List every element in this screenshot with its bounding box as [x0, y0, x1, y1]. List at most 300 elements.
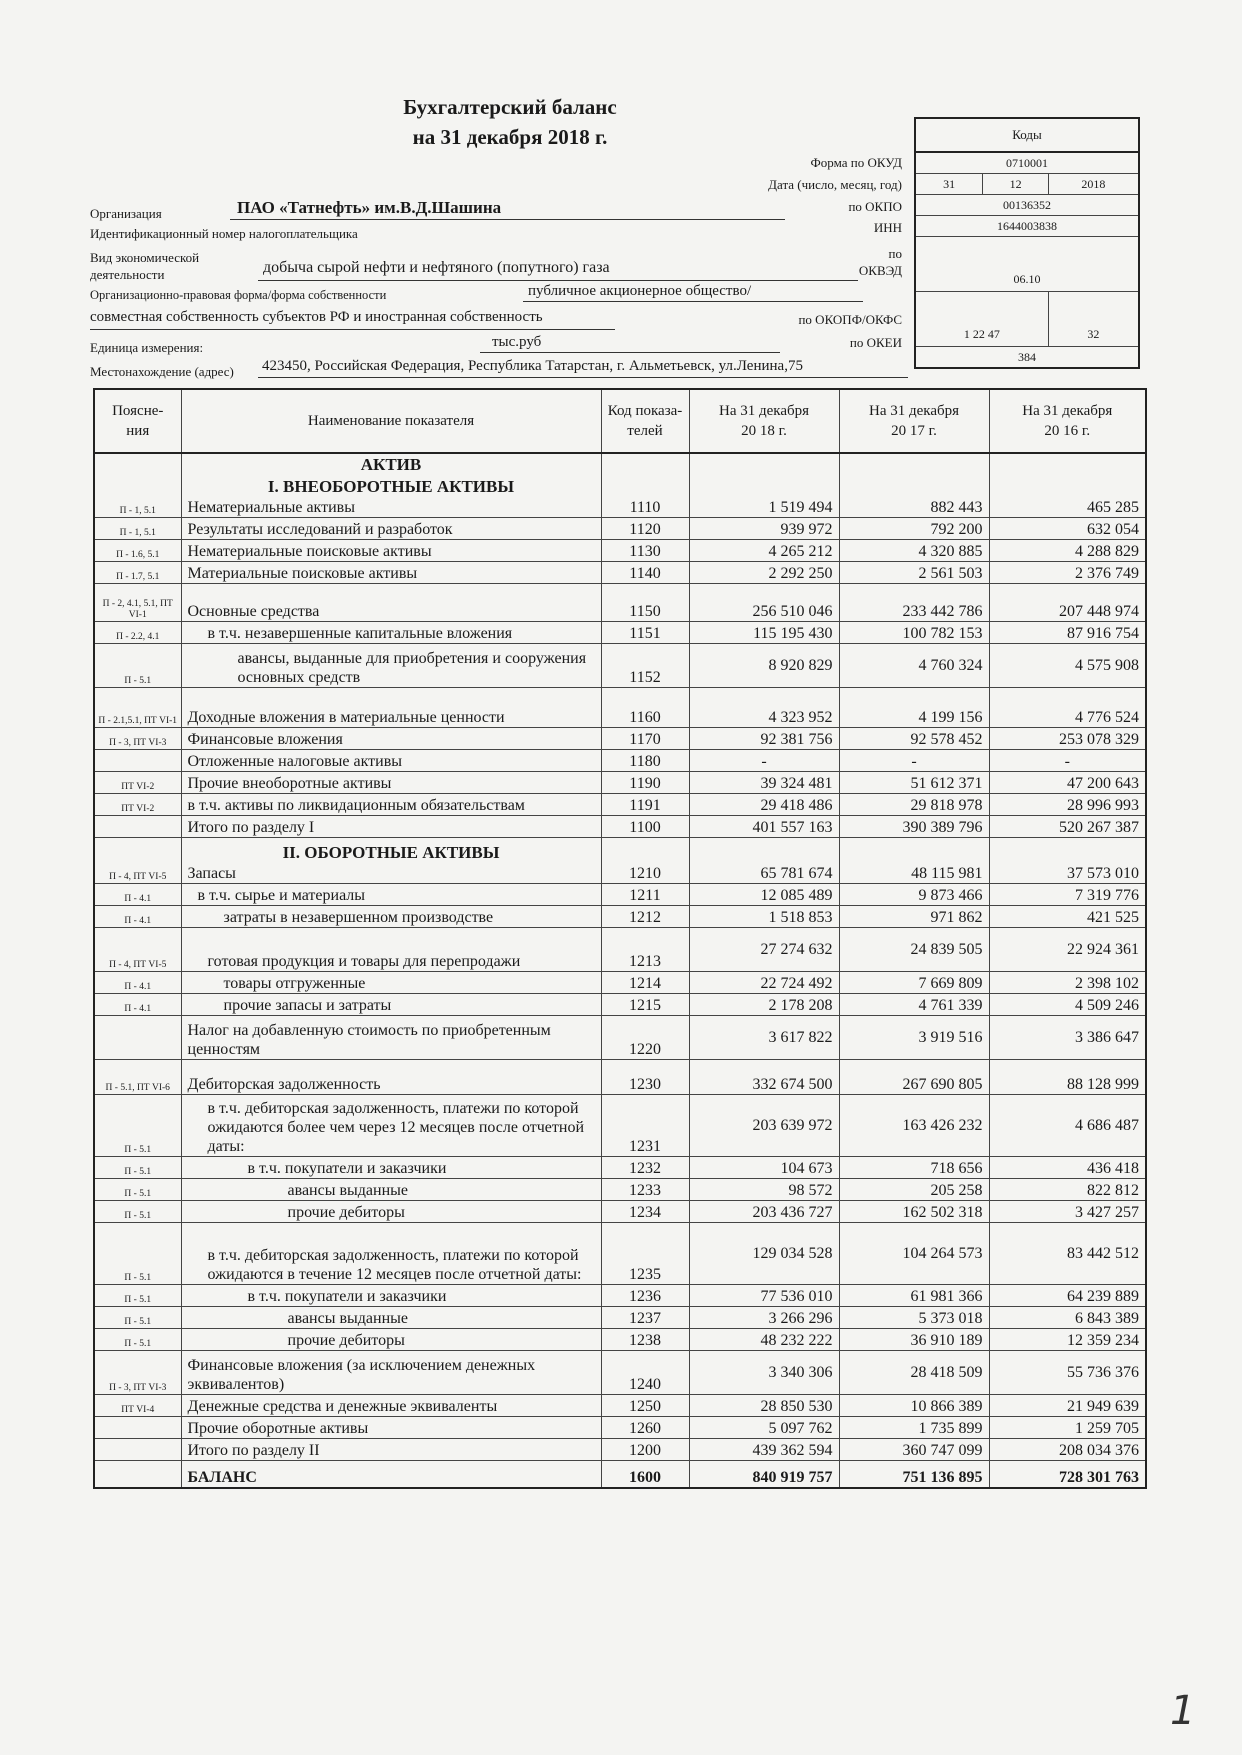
table-row: [94, 1060, 1146, 1095]
row-name: [181, 1307, 601, 1329]
row-value-2018: -: [689, 750, 839, 772]
row-value-2017: 4 760 324: [839, 644, 989, 688]
row-name: [181, 1351, 601, 1395]
org-underline: [230, 219, 785, 220]
row-code: 1200: [601, 1439, 689, 1461]
row-name: [181, 1016, 601, 1060]
row-value-2017: 51 612 371: [839, 772, 989, 794]
row-name: [181, 728, 601, 750]
row-name: [181, 1179, 601, 1201]
row-code: 1236: [601, 1285, 689, 1307]
okpo-code: 00136352: [915, 195, 1139, 216]
row-value-2016: 4 575 908: [989, 644, 1146, 688]
address-value: 423450, Российская Федерация, Республика Татарстан, г. Альметьевск, ул.Ленина,75: [262, 358, 803, 374]
row-note: П - 2, 4.1, 5.1, ПТ VI-1: [94, 584, 181, 622]
row-name: [181, 816, 601, 838]
row-code: 1170: [601, 728, 689, 750]
header-2018: На 31 декабря 20 18 г.: [689, 389, 839, 453]
row-value-2018: 1 518 853: [689, 906, 839, 928]
row-name: [181, 1285, 601, 1307]
row-value-2016: 2 376 749: [989, 562, 1146, 584]
row-value-2017: 48 115 981: [839, 838, 989, 884]
table-row: [94, 1095, 1146, 1157]
row-value-2018: 12 085 489: [689, 884, 839, 906]
row-value-2016: 12 359 234: [989, 1329, 1146, 1351]
row-note: [94, 1016, 181, 1060]
row-value-2017: 36 910 189: [839, 1329, 989, 1351]
row-value-2018: 65 781 674: [689, 838, 839, 884]
section-2-heading: II. ОБОРОТНЫЕ АКТИВЫ: [282, 843, 500, 862]
title-line-1: Бухгалтерский баланс: [403, 95, 617, 119]
document-title: [300, 92, 720, 152]
table-row: [94, 518, 1146, 540]
row-value-2017: 7 669 809: [839, 972, 989, 994]
date-label: Дата (число, месяц, год): [768, 177, 902, 192]
row-value-2017: 390 389 796: [839, 816, 989, 838]
row-note: П - 2.2, 4.1: [94, 622, 181, 644]
row-note: П - 5.1: [94, 1179, 181, 1201]
header-name: Наименование показателя: [181, 389, 601, 453]
row-note: П - 4.1: [94, 884, 181, 906]
row-note: П - 5.1: [94, 1157, 181, 1179]
row-code: 1120: [601, 518, 689, 540]
row-code: 1210: [601, 838, 689, 884]
row-name: [181, 1329, 601, 1351]
row-name: [181, 540, 601, 562]
row-name: [181, 994, 601, 1016]
row-value-2016: 88 128 999: [989, 1060, 1146, 1095]
row-note: ПТ VI-2: [94, 772, 181, 794]
header-code: Код показа- телей: [601, 389, 689, 453]
table-row: [94, 906, 1146, 928]
row-note: [94, 1461, 181, 1488]
row-value-2017: 360 747 099: [839, 1439, 989, 1461]
row-code: 1180: [601, 750, 689, 772]
row-name: [181, 1157, 601, 1179]
row-value-2016: 4 686 487: [989, 1095, 1146, 1157]
row-value-2018: 939 972: [689, 518, 839, 540]
row-code: 1220: [601, 1016, 689, 1060]
date-month: 12: [983, 174, 1048, 195]
row-value-2017: 92 578 452: [839, 728, 989, 750]
section-active-heading: АКТИВ: [360, 455, 422, 474]
date-year: 2018: [1048, 174, 1139, 195]
okei-code: 384: [915, 347, 1139, 369]
row-name-text: Итого по разделу II: [187, 1442, 320, 1459]
table-body: [94, 453, 1146, 1488]
row-value-2016: -: [989, 750, 1146, 772]
table-row: [94, 622, 1146, 644]
row-value-2017: 718 656: [839, 1157, 989, 1179]
row-name-text: Прочие оборотные активы: [187, 1420, 369, 1437]
row-name-text: в т.ч. дебиторская задолженность, платежи по которой ожидаются более чем через 12 месяцев после отчетной даты:: [207, 1100, 585, 1155]
row-value-2016: 64 239 889: [989, 1285, 1146, 1307]
activity-value: добыча сырой нефти и нефтяного (попутного) газа: [263, 259, 610, 276]
row-note: П - 1, 5.1: [94, 518, 181, 540]
org-label: Организация: [90, 206, 162, 221]
row-value-2018: 77 536 010: [689, 1285, 839, 1307]
row-value-2018: 115 195 430: [689, 622, 839, 644]
row-note: [94, 816, 181, 838]
row-value-2016: 2 398 102: [989, 972, 1146, 994]
row-value-2017: 61 981 366: [839, 1285, 989, 1307]
row-code: 1211: [601, 884, 689, 906]
row-value-2017: 233 442 786: [839, 584, 989, 622]
row-note: П - 2.1,5.1, ПТ VI-1: [94, 688, 181, 728]
header-note: Поясне- ния: [94, 389, 181, 453]
table-row: [94, 1016, 1146, 1060]
row-name-text: Финансовые вложения (за исключением денежных эквивалентов): [187, 1357, 536, 1393]
row-code: 1600: [601, 1461, 689, 1488]
table-row: [94, 453, 1146, 518]
row-name-text: Налог на добавленную стоимость по приобретенным ценностям: [187, 1022, 551, 1058]
row-value-2017: 104 264 573: [839, 1223, 989, 1285]
row-name-text: товары отгруженные: [223, 975, 366, 992]
row-name-text: в т.ч. активы по ликвидационным обязательствам: [187, 797, 525, 814]
row-name-text: в т.ч. дебиторская задолженность, платежи по которой ожидаются в течение 12 месяцев после отчетной даты:: [207, 1247, 582, 1283]
row-name: [181, 884, 601, 906]
row-name: [181, 688, 601, 728]
row-value-2017: 24 839 505: [839, 928, 989, 972]
row-value-2016: 632 054: [989, 518, 1146, 540]
row-name: [181, 584, 601, 622]
row-value-2016: 83 442 512: [989, 1223, 1146, 1285]
table-row: [94, 1307, 1146, 1329]
legal-form-label: Организационно-правовая форма/форма собственности: [90, 288, 387, 302]
okei-label: по ОКЕИ: [849, 335, 902, 350]
row-value-2018: 3 617 822: [689, 1016, 839, 1060]
row-value-2018: 256 510 046: [689, 584, 839, 622]
row-value-2018: 2 292 250: [689, 562, 839, 584]
row-value-2017: 5 373 018: [839, 1307, 989, 1329]
unit-underline: [480, 352, 780, 353]
row-note: П - 1, 5.1: [94, 453, 181, 518]
activity-underline: [258, 280, 858, 281]
row-name: [181, 1201, 601, 1223]
header-2017: На 31 декабря 20 17 г.: [839, 389, 989, 453]
row-note: П - 5.1: [94, 1201, 181, 1223]
row-name: [181, 1461, 601, 1488]
row-value-2017: 751 136 895: [839, 1461, 989, 1488]
row-note: П - 5.1: [94, 1307, 181, 1329]
date-day: 31: [915, 174, 983, 195]
section-1-heading: I. ВНЕОБОРОТНЫЕ АКТИВЫ: [267, 477, 515, 496]
table-row: [94, 1285, 1146, 1307]
row-name: [181, 518, 601, 540]
table-row: [94, 794, 1146, 816]
row-value-2017: 9 873 466: [839, 884, 989, 906]
row-value-2017: 4 320 885: [839, 540, 989, 562]
row-value-2016: 4 288 829: [989, 540, 1146, 562]
row-value-2016: 421 525: [989, 906, 1146, 928]
row-value-2018: 1 519 494: [689, 453, 839, 518]
row-code: 1235: [601, 1223, 689, 1285]
row-value-2016: 436 418: [989, 1157, 1146, 1179]
activity-label-2: деятельности: [90, 267, 165, 282]
row-value-2017: 162 502 318: [839, 1201, 989, 1223]
row-name: [181, 838, 601, 884]
row-value-2017: 4 761 339: [839, 994, 989, 1016]
row-value-2016: 28 996 993: [989, 794, 1146, 816]
row-code: 1212: [601, 906, 689, 928]
row-value-2016: 520 267 387: [989, 816, 1146, 838]
row-name-text: Финансовые вложения: [187, 731, 343, 748]
row-value-2016: 47 200 643: [989, 772, 1146, 794]
row-name: [181, 1439, 601, 1461]
row-name-text: Нематериальные активы: [187, 499, 355, 516]
row-value-2016: 208 034 376: [989, 1439, 1146, 1461]
row-value-2018: 203 436 727: [689, 1201, 839, 1223]
row-value-2018: 39 324 481: [689, 772, 839, 794]
legal-form-underline-2: [90, 329, 615, 330]
table-row: [94, 540, 1146, 562]
row-code: 1151: [601, 622, 689, 644]
legal-form-underline-1: [523, 301, 863, 302]
row-value-2018: 8 920 829: [689, 644, 839, 688]
row-value-2018: 98 572: [689, 1179, 839, 1201]
table-row: [94, 750, 1146, 772]
row-name-text: в т.ч. сырье и материалы: [197, 887, 366, 904]
row-name-text: авансы выданные: [287, 1182, 408, 1199]
row-value-2016: 87 916 754: [989, 622, 1146, 644]
row-value-2017: 971 862: [839, 906, 989, 928]
row-value-2018: 48 232 222: [689, 1329, 839, 1351]
row-value-2018: 401 557 163: [689, 816, 839, 838]
row-note: П - 5.1, ПТ VI-6: [94, 1060, 181, 1095]
row-note: П - 4, ПТ VI-5: [94, 838, 181, 884]
inn-label: ИНН: [873, 220, 902, 235]
row-name-text: в т.ч. покупатели и заказчики: [247, 1160, 447, 1177]
table-row: [94, 1395, 1146, 1417]
row-value-2018: 4 265 212: [689, 540, 839, 562]
row-value-2018: 27 274 632: [689, 928, 839, 972]
row-code: 1191: [601, 794, 689, 816]
row-name-text: Результаты исследований и разработок: [187, 521, 453, 538]
row-code: 1238: [601, 1329, 689, 1351]
row-name-text: в т.ч. покупатели и заказчики: [247, 1288, 447, 1305]
row-name-text: Доходные вложения в материальные ценности: [187, 709, 505, 726]
row-note: П - 1.6, 5.1: [94, 540, 181, 562]
row-name-text: в т.ч. незавершенные капитальные вложения: [207, 625, 513, 642]
row-name-text: Дебиторская задолженность: [187, 1076, 381, 1093]
table-row: [94, 994, 1146, 1016]
legal-form-value-1: публичное акционерное общество/: [528, 283, 752, 299]
row-code: 1231: [601, 1095, 689, 1157]
row-name: [181, 772, 601, 794]
row-code: 1234: [601, 1201, 689, 1223]
row-name-text: Материальные поисковые активы: [187, 565, 418, 582]
row-value-2017: 267 690 805: [839, 1060, 989, 1095]
row-name-text: затраты в незавершенном производстве: [223, 909, 494, 926]
row-value-2016: 37 573 010: [989, 838, 1146, 884]
row-note: [94, 1417, 181, 1439]
row-name-text: Нематериальные поисковые активы: [187, 543, 432, 560]
table-row: [94, 772, 1146, 794]
row-name-text: авансы, выданные для приобретения и сооружения основных средств: [237, 650, 587, 686]
row-value-2016: 465 285: [989, 453, 1146, 518]
table-row: [94, 1351, 1146, 1395]
page-number: 1: [1170, 1688, 1196, 1734]
row-name: [181, 622, 601, 644]
row-value-2017: 792 200: [839, 518, 989, 540]
row-code: 1190: [601, 772, 689, 794]
title-line-2: на 31 декабря 2018 г.: [412, 125, 608, 149]
row-name-text: Запасы: [187, 865, 236, 882]
row-value-2017: 163 426 232: [839, 1095, 989, 1157]
row-code: 1130: [601, 540, 689, 562]
row-note: П - 5.1: [94, 1095, 181, 1157]
row-note: П - 4.1: [94, 994, 181, 1016]
row-code: 1152: [601, 644, 689, 688]
unit-label: Единица измерения:: [90, 340, 204, 355]
row-name: [181, 1095, 601, 1157]
row-value-2016: 55 736 376: [989, 1351, 1146, 1395]
table-row: [94, 972, 1146, 994]
row-name: [181, 1395, 601, 1417]
row-value-2018: 3 266 296: [689, 1307, 839, 1329]
okved-code: 06.10: [915, 237, 1139, 292]
table-row: [94, 644, 1146, 688]
row-name-text: прочие запасы и затраты: [223, 997, 392, 1014]
row-code: 1100: [601, 816, 689, 838]
row-code: 1232: [601, 1157, 689, 1179]
table-row: [94, 884, 1146, 906]
row-note: П - 5.1: [94, 1223, 181, 1285]
row-code: 1213: [601, 928, 689, 972]
table-row: [94, 928, 1146, 972]
table-row: [94, 1179, 1146, 1201]
org-name: ПАО «Татнефть» им.В.Д.Шашина: [237, 198, 502, 217]
row-name: [181, 794, 601, 816]
table-header-row: [94, 389, 1146, 453]
row-value-2018: 4 323 952: [689, 688, 839, 728]
row-value-2016: 207 448 974: [989, 584, 1146, 622]
row-code: 1150: [601, 584, 689, 622]
table-row: [94, 838, 1146, 884]
row-code: 1110: [601, 453, 689, 518]
row-value-2018: 332 674 500: [689, 1060, 839, 1095]
row-value-2018: 840 919 757: [689, 1461, 839, 1488]
table-row: [94, 816, 1146, 838]
row-value-2016: 728 301 763: [989, 1461, 1146, 1488]
row-name: [181, 972, 601, 994]
row-note: П - 4, ПТ VI-5: [94, 928, 181, 972]
row-name: [181, 750, 601, 772]
row-name-text: авансы выданные: [287, 1310, 408, 1327]
row-code: 1260: [601, 1417, 689, 1439]
row-name: [181, 1417, 601, 1439]
inn-label-text: Идентификационный номер налогоплательщика: [90, 226, 358, 241]
row-value-2017: 2 561 503: [839, 562, 989, 584]
row-value-2017: 1 735 899: [839, 1417, 989, 1439]
row-name: [181, 1223, 601, 1285]
row-note: П - 5.1: [94, 644, 181, 688]
table-row: [94, 1439, 1146, 1461]
row-code: 1233: [601, 1179, 689, 1201]
row-value-2018: 5 097 762: [689, 1417, 839, 1439]
row-value-2018: 29 418 486: [689, 794, 839, 816]
row-name-text: Основные средства: [187, 603, 320, 620]
okud-label: Форма по ОКУД: [810, 155, 902, 170]
legal-form-value-2: совместная собственность субъектов РФ и иностранная собственность: [90, 309, 543, 325]
row-name-text: Денежные средства и денежные эквиваленты: [187, 1398, 498, 1415]
table-row: [94, 728, 1146, 750]
okved-label-1: по: [888, 246, 902, 261]
okud-code: 0710001: [915, 152, 1139, 174]
row-value-2016: 21 949 639: [989, 1395, 1146, 1417]
row-value-2016: 3 386 647: [989, 1016, 1146, 1060]
row-value-2018: 28 850 530: [689, 1395, 839, 1417]
row-note: П - 4.1: [94, 906, 181, 928]
row-value-2018: 3 340 306: [689, 1351, 839, 1395]
row-note: П - 5.1: [94, 1285, 181, 1307]
address-label: Местонахождение (адрес): [90, 364, 234, 379]
row-value-2016: 6 843 389: [989, 1307, 1146, 1329]
row-note: П - 4.1: [94, 972, 181, 994]
row-note: П - 3, ПТ VI-3: [94, 1351, 181, 1395]
table-row: [94, 1157, 1146, 1179]
row-code: 1237: [601, 1307, 689, 1329]
table-row: [94, 688, 1146, 728]
row-value-2018: 129 034 528: [689, 1223, 839, 1285]
row-value-2016: 22 924 361: [989, 928, 1146, 972]
row-name-text: готовая продукция и товары для перепродажи: [207, 953, 521, 970]
row-name-text: прочие дебиторы: [287, 1204, 405, 1221]
row-note: ПТ VI-2: [94, 794, 181, 816]
row-name-text: БАЛАНС: [187, 1468, 257, 1486]
row-code: 1230: [601, 1060, 689, 1095]
row-code: 1240: [601, 1351, 689, 1395]
row-code: 1250: [601, 1395, 689, 1417]
row-value-2016: 253 078 329: [989, 728, 1146, 750]
header-2016: На 31 декабря 20 16 г.: [989, 389, 1146, 453]
address-underline: [258, 377, 908, 378]
row-value-2017: -: [839, 750, 989, 772]
okfs-code: 32: [1048, 292, 1139, 347]
row-value-2016: 822 812: [989, 1179, 1146, 1201]
row-value-2017: 10 866 389: [839, 1395, 989, 1417]
row-value-2018: 203 639 972: [689, 1095, 839, 1157]
table-row: [94, 584, 1146, 622]
inn-code: 1644003838: [915, 216, 1139, 237]
row-value-2016: 7 319 776: [989, 884, 1146, 906]
okpo-label: по ОКПО: [848, 199, 902, 214]
row-value-2018: 92 381 756: [689, 728, 839, 750]
unit-value: тыс.руб: [492, 334, 542, 350]
row-value-2018: 2 178 208: [689, 994, 839, 1016]
okved-label-2: ОКВЭД: [858, 263, 902, 278]
row-name-text: Прочие внеоборотные активы: [187, 775, 392, 792]
row-code: 1214: [601, 972, 689, 994]
table-row: [94, 1223, 1146, 1285]
row-name: [181, 906, 601, 928]
row-value-2017: 29 818 978: [839, 794, 989, 816]
row-name: [181, 453, 601, 518]
row-value-2016: 4 776 524: [989, 688, 1146, 728]
table-row: [94, 1461, 1146, 1488]
row-code: 1160: [601, 688, 689, 728]
row-note: [94, 1439, 181, 1461]
table-row: [94, 562, 1146, 584]
row-value-2017: 28 418 509: [839, 1351, 989, 1395]
row-code: 1215: [601, 994, 689, 1016]
okopf-label: по ОКОПФ/ОКФС: [798, 312, 902, 327]
row-name: [181, 1060, 601, 1095]
row-note: П - 5.1: [94, 1329, 181, 1351]
row-value-2016: 1 259 705: [989, 1417, 1146, 1439]
codes-header: Коды: [915, 118, 1139, 152]
row-value-2017: 4 199 156: [839, 688, 989, 728]
